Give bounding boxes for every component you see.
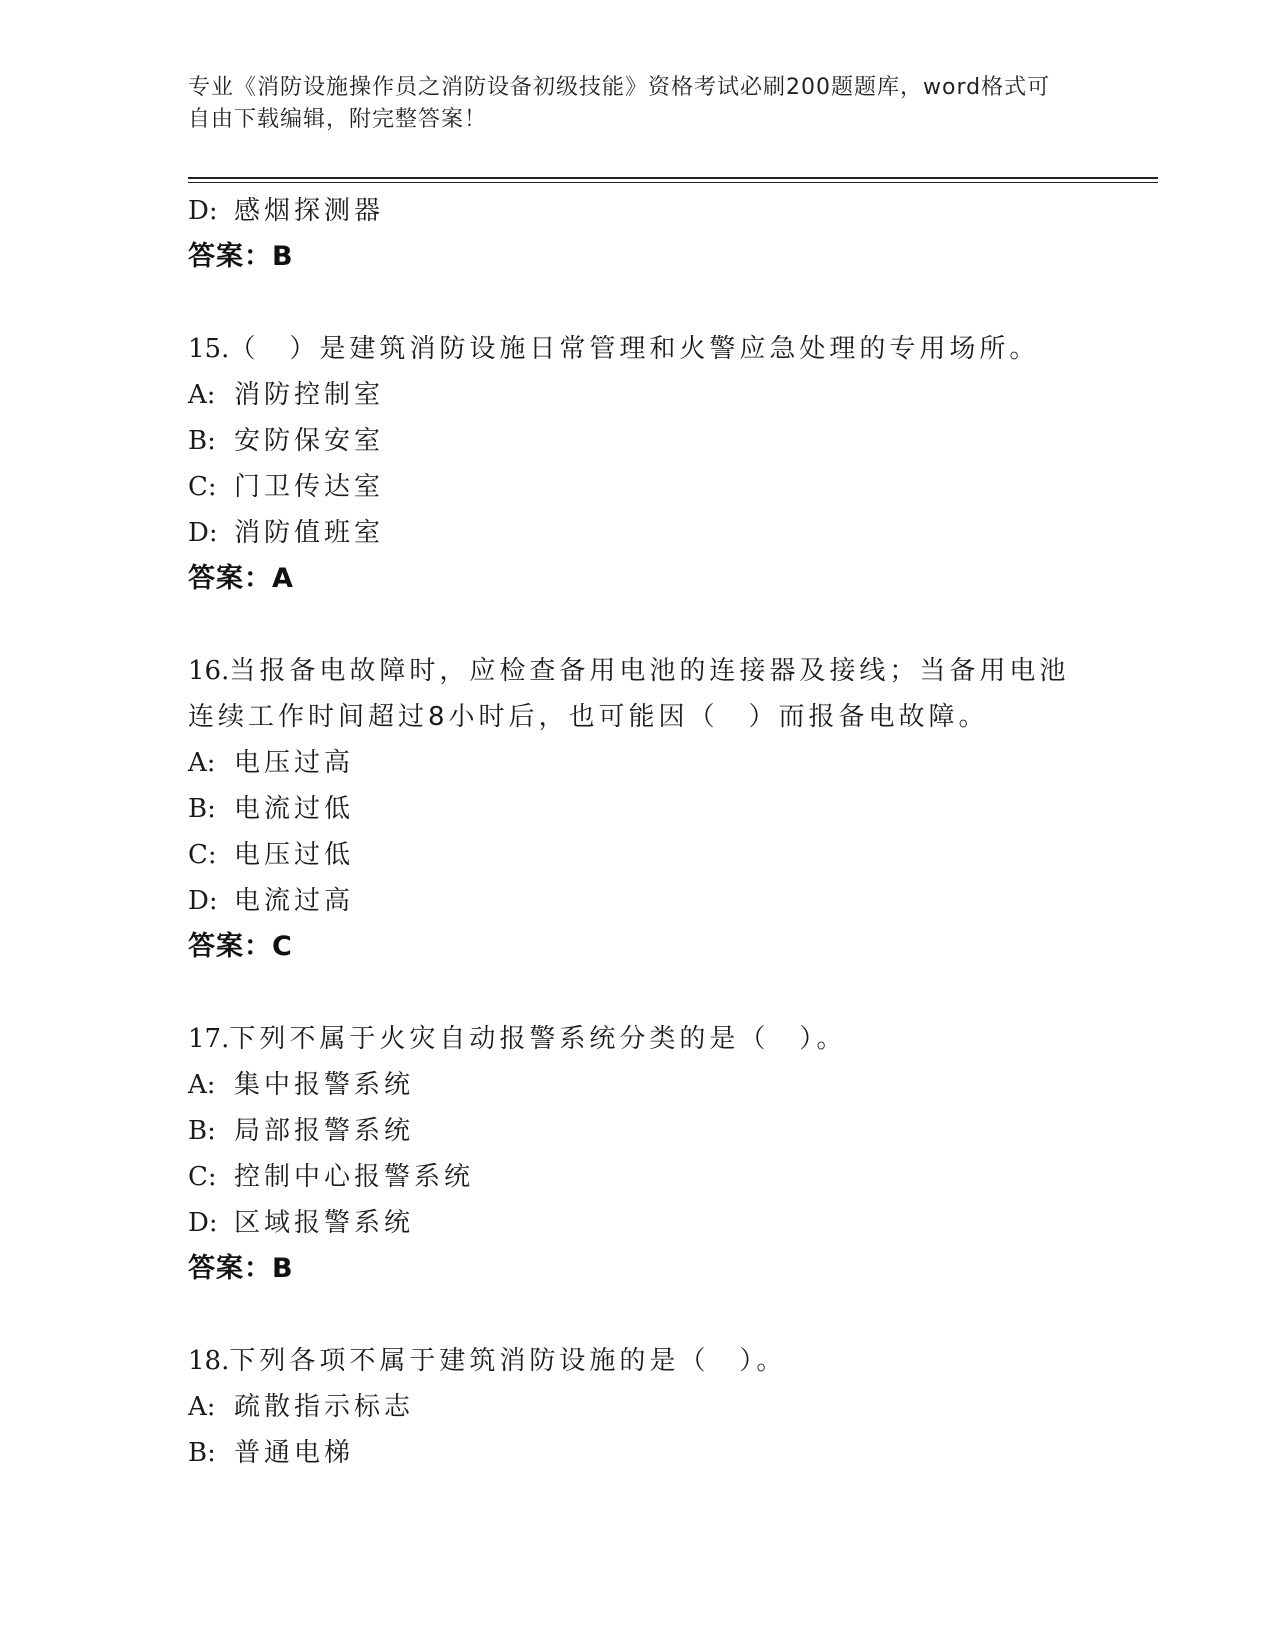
option-text: 集中报警系统 xyxy=(234,1070,415,1100)
option-text: 电流过高 xyxy=(234,886,355,916)
option-letter: B: xyxy=(188,426,216,456)
option-letter: C: xyxy=(188,472,217,502)
question-text: 当报备电故障时，应检查备用电池的连接器及接线；当备用电池连续工作时间超过8小时后，也可能因（ ）而报备电故障。 xyxy=(188,656,1070,732)
question-17 xyxy=(188,1016,1138,1292)
option-b xyxy=(188,786,1138,832)
answer-line: 答案：A xyxy=(188,563,294,594)
page-header-title: 专业《消防设施操作员之消防设备初级技能》资格考试必刷200题题库，word格式可自由下载编辑，附完整答案！ xyxy=(188,75,1051,132)
question-text: （ ）是建筑消防设施日常管理和火警应急处理的专用场所。 xyxy=(229,334,1040,364)
option-b xyxy=(188,418,1138,464)
option-text: 区域报警系统 xyxy=(234,1208,415,1238)
option-letter: A: xyxy=(188,1392,216,1422)
question-stem xyxy=(188,1338,1088,1384)
option-a xyxy=(188,1384,1138,1430)
option-text: 疏散指示标志 xyxy=(234,1392,415,1422)
question-16 xyxy=(188,648,1138,970)
option-text: 局部报警系统 xyxy=(234,1116,415,1146)
option-b xyxy=(188,1430,1138,1476)
option-letter: A: xyxy=(188,380,216,410)
answer-line: 答案：B xyxy=(188,241,294,272)
question-number: 16. xyxy=(188,656,230,686)
option-text: 普通电梯 xyxy=(234,1438,355,1468)
option-b xyxy=(188,1108,1138,1154)
question-stem xyxy=(188,1016,1088,1062)
option-letter: D: xyxy=(188,886,218,916)
option-text: 安防保安室 xyxy=(234,426,385,456)
question-number: 15. xyxy=(188,334,230,364)
option-letter: A: xyxy=(188,748,216,778)
option-letter: C: xyxy=(188,1162,217,1192)
option-text: 电压过低 xyxy=(234,840,355,870)
option-letter: B: xyxy=(188,1438,216,1468)
option-text: 感烟探测器 xyxy=(234,196,385,226)
option-text: 消防值班室 xyxy=(234,518,385,548)
option-letter: D: xyxy=(188,196,218,226)
option-d xyxy=(188,878,1138,924)
option-letter: D: xyxy=(188,518,218,548)
question-number: 17. xyxy=(188,1024,230,1054)
option-text: 门卫传达室 xyxy=(234,472,385,502)
question-stem xyxy=(188,648,1088,740)
option-a xyxy=(188,372,1138,418)
option-letter: B: xyxy=(188,794,216,824)
option-d xyxy=(188,1200,1138,1246)
option-c xyxy=(188,1154,1138,1200)
option-letter: B: xyxy=(188,1116,216,1146)
answer-line: 答案：B xyxy=(188,1253,294,1284)
option-d xyxy=(188,510,1138,556)
question-15 xyxy=(188,326,1138,602)
question-list xyxy=(188,188,1138,1476)
option-a xyxy=(188,740,1138,786)
question-stem xyxy=(188,326,1088,372)
option-text: 电流过低 xyxy=(234,794,355,824)
answer-line: 答案：C xyxy=(188,931,293,962)
option-text: 消防控制室 xyxy=(234,380,385,410)
option-letter: C: xyxy=(188,840,217,870)
question-text: 下列各项不属于建筑消防设施的是（ ）。 xyxy=(229,1346,787,1376)
header-divider-thin xyxy=(188,182,1158,183)
option-a xyxy=(188,1062,1138,1108)
question-number: 18. xyxy=(188,1346,230,1376)
option-c xyxy=(188,464,1138,510)
question-18 xyxy=(188,1338,1138,1476)
option-text: 电压过高 xyxy=(234,748,355,778)
option-text: 控制中心报警系统 xyxy=(234,1162,475,1192)
option-d xyxy=(188,188,1138,234)
option-letter: A: xyxy=(188,1070,216,1100)
question-text: 下列不属于火灾自动报警系统分类的是（ ）。 xyxy=(229,1024,847,1054)
header-divider-thick xyxy=(188,177,1158,179)
option-c xyxy=(188,832,1138,878)
option-letter: D: xyxy=(188,1208,218,1238)
